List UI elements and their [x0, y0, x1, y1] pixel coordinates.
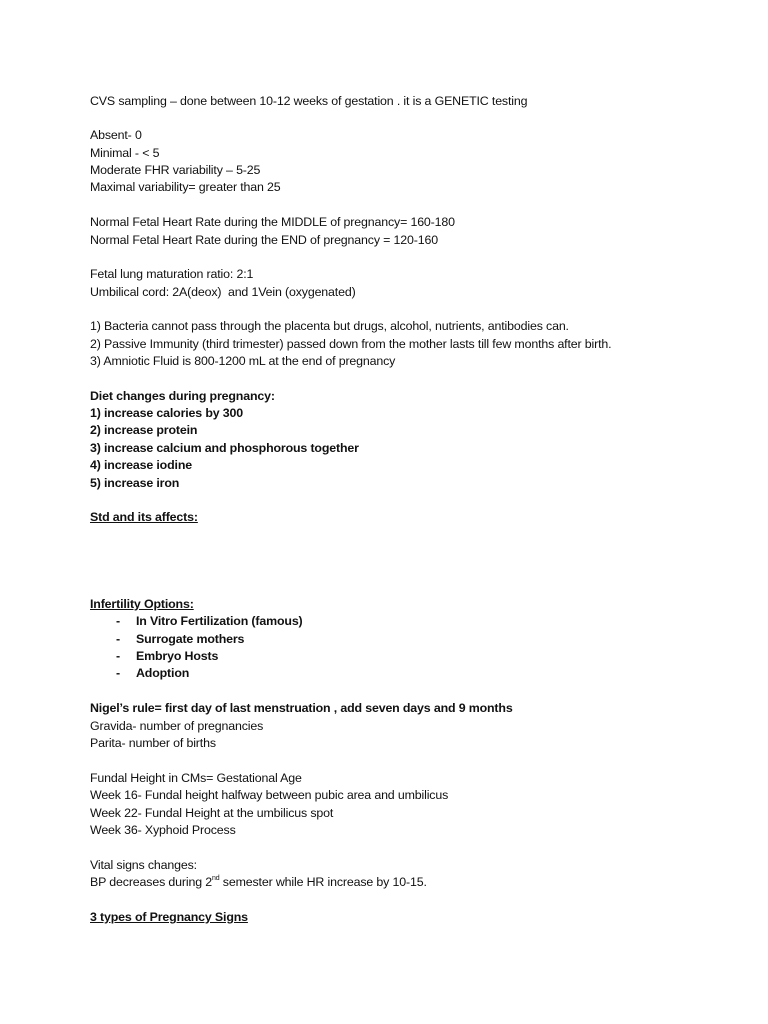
bullet-dash: - [116, 632, 120, 646]
vital-line-end: semester while HR increase by 10-15. [219, 875, 427, 889]
diet-item-calcium: 3) increase calcium and phosphorous together [90, 441, 359, 455]
cvs-sampling-line: CVS sampling – done between 10-12 weeks of gestation . it is a GENETIC testing [90, 94, 528, 108]
heart-rate-middle: Normal Fetal Heart Rate during the MIDDLE of pregnancy= 160-180 [90, 215, 455, 229]
variability-moderate: Moderate FHR variability – 5-25 [90, 163, 261, 177]
infertility-option-adoption: Adoption [136, 666, 190, 680]
diet-item-protein: 2) increase protein [90, 423, 198, 437]
pregnancy-signs-heading: 3 types of Pregnancy Signs [90, 910, 248, 924]
diet-item-iodine: 4) increase iodine [90, 458, 192, 472]
fundal-height-heading: Fundal Height in CMs= Gestational Age [90, 771, 302, 785]
bullet-dash: - [116, 666, 120, 680]
infertility-option-surrogate: Surrogate mothers [136, 632, 245, 646]
vital-line-start: BP decreases during 2 [90, 875, 212, 889]
lung-maturation-line: Fetal lung maturation ratio: 2:1 [90, 267, 254, 281]
bullet-dash: - [116, 649, 120, 663]
std-heading: Std and its affects: [90, 510, 198, 524]
fact-amniotic-fluid: 3) Amniotic Fluid is 800-1200 mL at the end of pregnancy [90, 354, 396, 368]
fact-passive-immunity: 2) Passive Immunity (third trimester) passed down from the mother lasts till few months after birth. [90, 337, 612, 351]
infertility-heading: Infertility Options: [90, 597, 194, 611]
vital-signs-heading: Vital signs changes: [90, 858, 197, 872]
diet-heading: Diet changes during pregnancy: [90, 389, 275, 403]
bullet-dash: - [116, 614, 120, 628]
variability-absent: Absent- 0 [90, 128, 142, 142]
infertility-option-embryo-hosts: Embryo Hosts [136, 649, 219, 663]
heart-rate-end: Normal Fetal Heart Rate during the END of pregnancy = 120-160 [90, 233, 438, 247]
fact-placenta: 1) Bacteria cannot pass through the placenta but drugs, alcohol, nutrients, antibodies can. [90, 319, 569, 333]
vital-line-superscript: nd [212, 874, 220, 882]
vital-signs-line [90, 874, 427, 891]
diet-item-calories: 1) increase calories by 300 [90, 406, 243, 420]
fundal-week-36: Week 36- Xyphoid Process [90, 823, 236, 837]
umbilical-cord-line: Umbilical cord: 2A(deox) and 1Vein (oxygenated) [90, 285, 356, 299]
fundal-week-22: Week 22- Fundal Height at the umbilicus spot [90, 806, 334, 820]
fundal-week-16: Week 16- Fundal height halfway between pubic area and umbilicus [90, 788, 449, 802]
gravida-line: Gravida- number of pregnancies [90, 719, 264, 733]
variability-maximal: Maximal variability= greater than 25 [90, 180, 281, 194]
nigel-rule: Nigel’s rule= first day of last menstruation , add seven days and 9 months [90, 701, 513, 715]
parita-line: Parita- number of births [90, 736, 216, 750]
infertility-option-ivf: In Vitro Fertilization (famous) [136, 614, 303, 628]
diet-item-iron: 5) increase iron [90, 476, 180, 490]
variability-minimal: Minimal - < 5 [90, 146, 160, 160]
